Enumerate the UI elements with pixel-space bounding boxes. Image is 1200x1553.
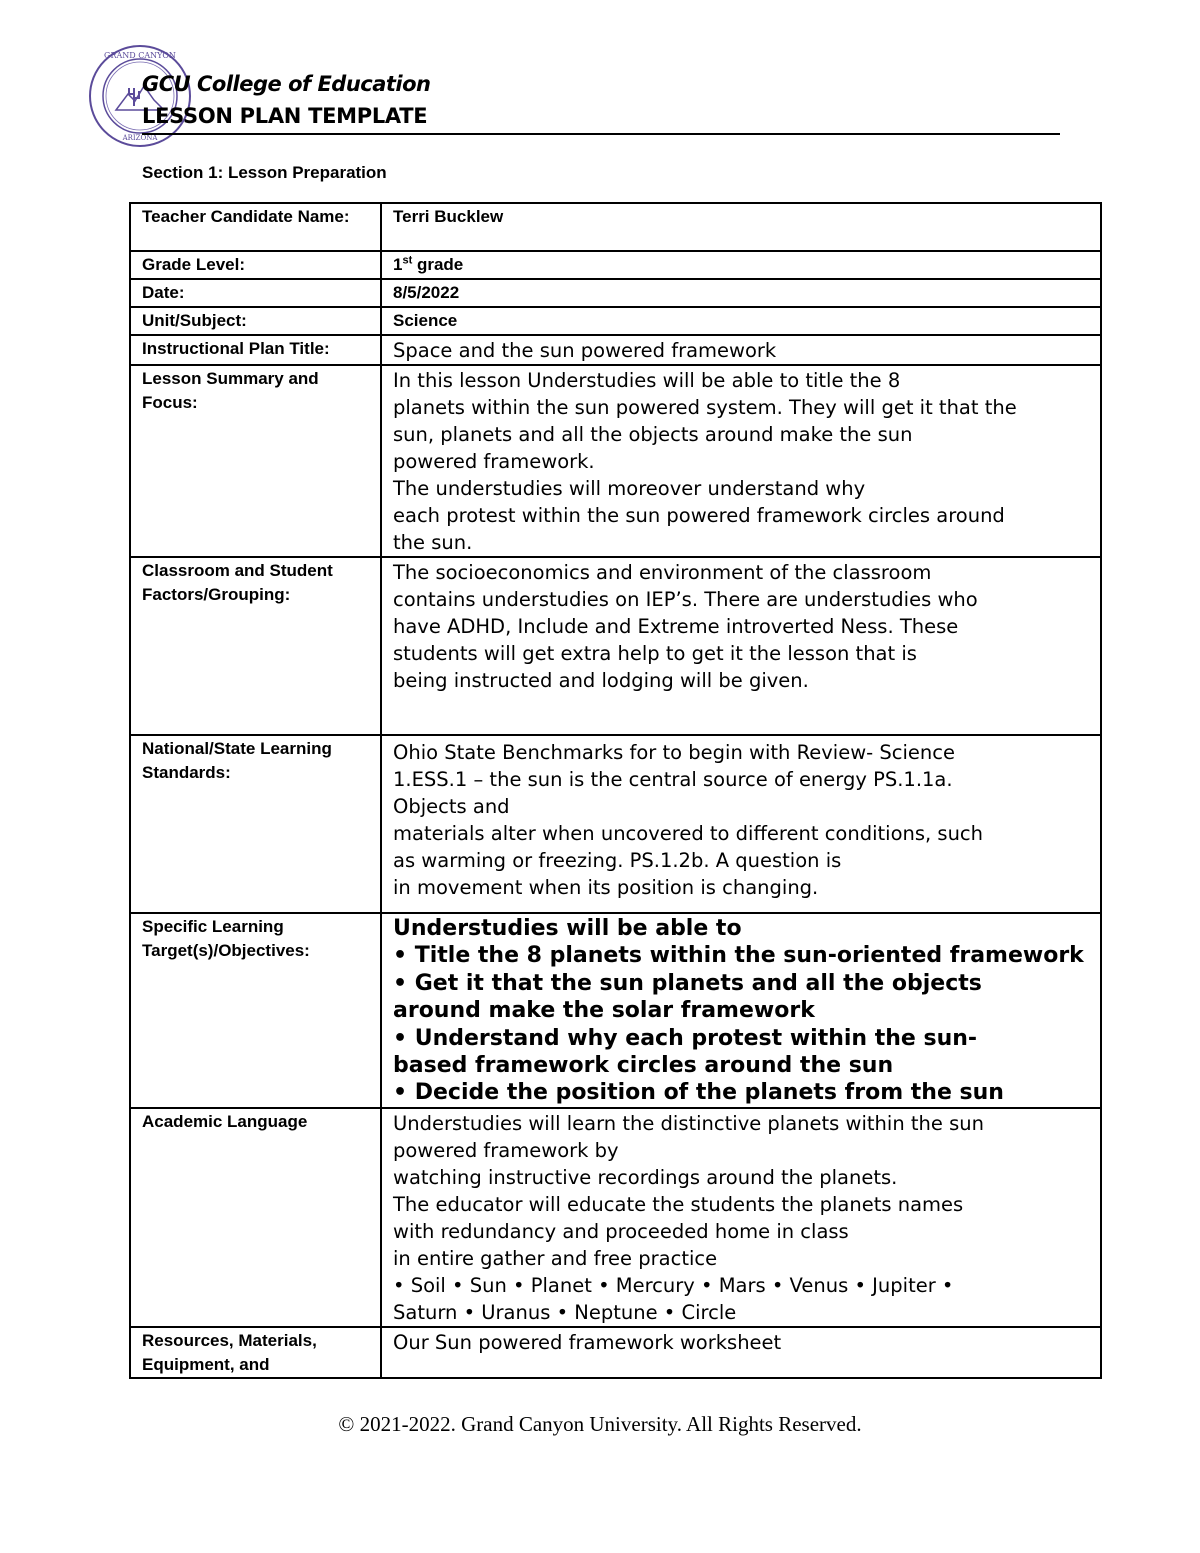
svg-text:ARIZONA: ARIZONA	[122, 134, 158, 142]
table-row	[130, 913, 1101, 1108]
row-label: Resources, Materials, Equipment, and	[130, 1327, 381, 1378]
learning-standards-value: Ohio State Benchmarks for to begin with Review- Science 1.ESS.1 – the sun is the central source of energy PS.1.1a. Objects and materials alter when uncovered to different conditions, such as warming or freezing. PS.1.2b. A question is in movement when its position is changing.	[381, 735, 1101, 913]
unit-subject-value: Science	[381, 307, 1101, 335]
row-label: Specific Learning Target(s)/Objectives:	[130, 913, 381, 1108]
svg-text:GRAND CANYON: GRAND CANYON	[104, 51, 176, 60]
row-label: National/State Learning Standards:	[130, 735, 381, 913]
table-row	[130, 335, 1101, 365]
teacher-name-value: Terri Bucklew	[381, 203, 1101, 251]
classroom-factors-value: The socioeconomics and environment of the classroom contains understudies on IEP’s. There are understudies who have ADHD, Include and Extreme introverted Ness. These students will get extra help to get it the lesson that is being instructed and lodging will be given.	[381, 557, 1101, 735]
lesson-plan-table	[129, 202, 1102, 1379]
table-row	[130, 557, 1101, 735]
date-value: 8/5/2022	[381, 279, 1101, 307]
table-row	[130, 279, 1101, 307]
resources-value: Our Sun powered framework worksheet	[381, 1327, 1101, 1378]
row-label: Unit/Subject:	[130, 307, 381, 335]
row-label: Grade Level:	[130, 251, 381, 279]
table-row	[130, 1108, 1101, 1327]
learning-objectives-value: Understudies will be able to • Title the 8 planets within the sun-oriented framework • Get it that the sun planets and all the objects around make the solar framework • Understand why each protest within the sun- based framework circles around the sun • Decide the position of the planets from the sun	[381, 913, 1101, 1108]
college-name: GCU College of Education	[142, 72, 431, 96]
row-label: Academic Language	[130, 1108, 381, 1327]
table-row	[130, 365, 1101, 557]
template-title: LESSON PLAN TEMPLATE	[142, 104, 428, 128]
lesson-summary-value: In this lesson Understudies will be able to title the 8 planets within the sun powered system. They will get it that the sun, planets and all the objects around make the sun powered framework. The understudies will moreover understand why each protest within the sun powered framework circles around the sun.	[381, 365, 1101, 557]
copyright-footer: © 2021-2022. Grand Canyon University. All Rights Reserved.	[338, 1412, 862, 1436]
academic-language-value: Understudies will learn the distinctive planets within the sun powered framework by watching instructive recordings around the planets. The educator will educate the students the planets names with redundancy and proceeded home in class in entire gather and free practice • Soil • Sun • Planet • Mercury • Mars • Venus • Jupiter • Saturn • Uranus • Neptune • Circle	[381, 1108, 1101, 1327]
row-label: Lesson Summary and Focus:	[130, 365, 381, 557]
table-row	[130, 1327, 1101, 1378]
table-row	[130, 307, 1101, 335]
table-row	[130, 251, 1101, 279]
row-label: Date:	[130, 279, 381, 307]
section-heading: Section 1: Lesson Preparation	[142, 163, 387, 182]
row-label: Instructional Plan Title:	[130, 335, 381, 365]
plan-title-value: Space and the sun powered framework	[381, 335, 1101, 365]
table-row	[130, 203, 1101, 251]
grade-level-value: 1st grade	[381, 251, 1101, 279]
table-row	[130, 735, 1101, 913]
header-divider	[142, 133, 1060, 135]
row-label: Teacher Candidate Name:	[130, 203, 381, 251]
row-label: Classroom and Student Factors/Grouping:	[130, 557, 381, 735]
